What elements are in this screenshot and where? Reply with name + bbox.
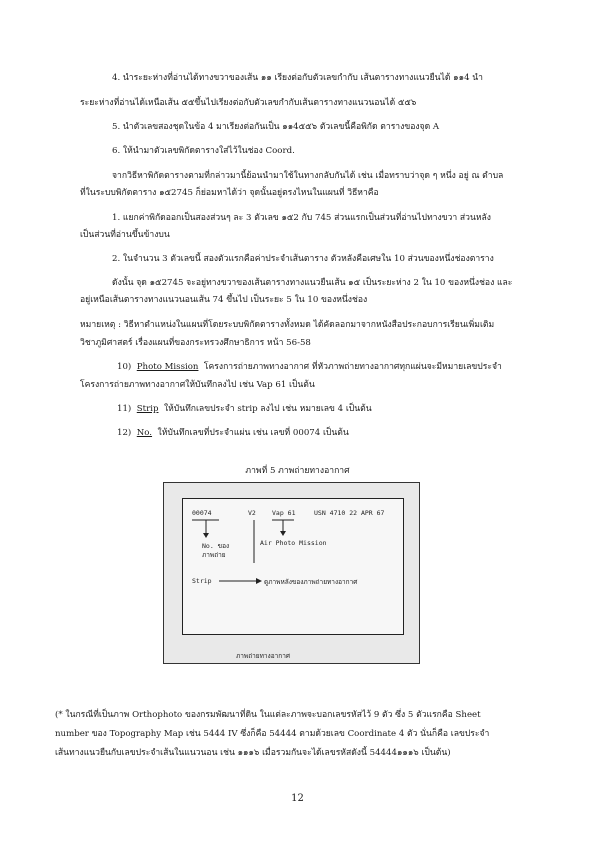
paragraph-reverse-step-1: 1. แยกค่าพิกัดออกเป็นสองส่วนๆ ละ 3 ตัวเลข ๑๕2 กับ 745 ส่วนแรกเป็นส่วนที่อ่านไปทางขวา ส่วนหลัง: [112, 213, 491, 223]
item-text: ให้บันทึกเลขที่ประจำแผ่น เช่น เลขที่ 00074 เป็นต้น: [157, 428, 349, 438]
paragraph-step-6: 6. ให้นำมาตัวเลขพิกัดตารางใส่ไว้ในช่อง Coord.: [112, 146, 295, 156]
header-mission-code: Vap 61: [272, 509, 296, 517]
footnote-line-3: เส้นทางแนวยืนกับเลขประจำเส้นในแนวนอน เช่น ๑๑๑๖ เมื่อรวมกันจะได้เลขรหัสดังนี้ 54444๑๑๑๖ เป็นต้น): [55, 748, 451, 758]
footnote-line-1: (* ในกรณีที่เป็นภาพ Orthophoto ของกรมพัฒนาที่ดิน ในแต่ละภาพจะบอกเลขรหัสไว้ 9 ตัว ซึ่ง 5 ตัวแรกคือ Sheet: [55, 710, 481, 720]
item-photo-mission-cont: โครงการถ่ายภาพทางอากาศให้บันทึกลงไป เช่น Vap 61 เป็นต้น: [80, 380, 315, 390]
item-strip: [117, 403, 372, 415]
page-number: 12: [291, 793, 304, 804]
item-number: 10): [117, 362, 132, 372]
item-number: 11): [117, 404, 132, 414]
paragraph-step-4-cont: ระยะห่างที่อ่านได้เหนือเส้น ๕๕ขึ้นไปเรียงต่อกับตัวเลขกำกับเส้นตารางทางแนวนอนได้ ๕๕๖: [80, 98, 417, 108]
paragraph-reverse-step-2: 2. ในจำนวน 3 ตัวเลขนี้ สองตัวแรกคือค่าประจำเส้นตาราง ตัวหลังคือเศษใน 10 ส่วนของหนึ่งช่องตาราง: [112, 254, 494, 264]
paragraph-reverse-step-1-cont: เป็นส่วนที่อ่านขึ้นข้างบน: [80, 230, 170, 240]
header-photo-number: 00074: [192, 509, 212, 517]
label-strip-description: ดูภาพหลังของภาพถ่ายทางอากาศ: [264, 578, 358, 586]
label-aerial-photo: ภาพถ่ายทางอากาศ: [236, 652, 290, 660]
header-strip-number: V2: [248, 509, 256, 517]
aerial-photo-figure: [163, 482, 420, 664]
paragraph-step-5: 5. นำตัวเลขสองชุดในข้อ 4 มาเรียงต่อกันเป็น ๑๑4๕๕๖ ตัวเลขนี้คือพิกัด ตารางของจุด A: [112, 122, 440, 132]
item-number-field: [117, 427, 349, 439]
item-number: 12): [117, 428, 132, 438]
label-air-photo-mission: Air Photo Mission: [260, 539, 327, 547]
paragraph-note: หมายเหตุ : วิธีหาตำแหน่งในแผนที่โดยระบบพิกัดตารางทั้งหมด ได้คัดลอกมาจากหนังสือประกอบการเรียนเพิ่มเติม: [80, 320, 495, 330]
label-strip: Strip: [192, 577, 212, 585]
footnote-line-2: number ของ Topography Map เช่น 5444 IV ซึ่งก็คือ 54444 ตามด้วยเลข Coordinate 4 ตัว นั่นก็คือ เลขประจำ: [55, 729, 490, 739]
item-term: No.: [136, 428, 153, 438]
item-text: โครงการถ่ายภาพทางอากาศ ที่หัวภาพถ่ายทางอากาศทุกแผ่นจะมีหมายเลขประจำ: [203, 362, 502, 372]
header-usn-date: USN 4710 22 APR 67: [314, 509, 385, 517]
label-photo-number: No. ของ: [202, 542, 230, 550]
paragraph-reverse-method-cont: ที่ในระบบพิกัดตาราง ๑๕2745 ก็ย่อมหาได้ว่า จุดนั้นอยู่ตรงไหนในแผนที่ วิธีหาคือ: [80, 188, 379, 198]
paragraph-note-cont: วิชาภูมิศาสตร์ เรื่องแผนที่ของกระทรวงศึกษาธิการ หน้า 56-58: [80, 338, 311, 348]
paragraph-reverse-method: จากวิธีหาพิกัดตารางตามที่กล่าวมานี้ย้อนนำมาใช้ในทางกลับกันได้ เช่น เมื่อทราบว่าจุด ๆ หนึ่ง อยู่ ณ ตำบล: [112, 171, 504, 181]
paragraph-example-cont: อยู่เหนือเส้นตารางทางแนวนอนเส้น 74 ขึ้นไป เป็นระยะ 5 ใน 10 ของหนึ่งช่อง: [80, 295, 368, 305]
item-photo-mission: [117, 361, 502, 373]
item-text: ให้บันทึกเลขประจำ strip ลงไป เช่น หมายเลข 4 เป็นต้น: [163, 404, 372, 414]
paragraph-example: ดังนั้น จุด ๑๕2745 จะอยู่ทางขวาของเส้นตารางทางแนวยืนเส้น ๑๕ เป็นระยะห่าง 2 ใน 10 ของหนึ่งช่อง และ: [112, 278, 513, 288]
item-term: Photo Mission: [136, 362, 199, 372]
paragraph-step-4: 4. นำระยะห่างที่อ่านได้ทางขวาของเส้น ๑๑ เรียงต่อกับตัวเลขกำกับ เส้นตารางทางแนวยืนได้ ๑๑4 นำ: [112, 73, 483, 83]
label-photo-number-2: ภาพถ่าย: [202, 551, 226, 559]
figure-caption: ภาพที่ 5 ภาพถ่ายทางอากาศ: [245, 466, 350, 476]
item-term: Strip: [136, 404, 159, 414]
